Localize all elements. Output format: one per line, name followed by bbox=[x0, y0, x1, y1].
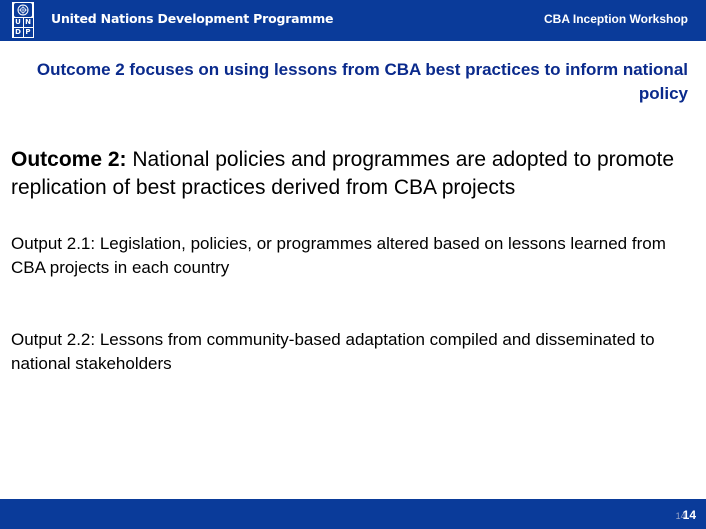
outcome-statement bbox=[11, 146, 696, 202]
output-2-2: Output 2.2: Lessons from community-based adaptation compiled and disseminated to national stakeholders bbox=[11, 330, 655, 373]
undp-logo-icon bbox=[12, 2, 34, 38]
slide-title: Outcome 2 focuses on using lessons from CBA best practices to inform national policy bbox=[36, 60, 688, 103]
page-number-ghost: 14 bbox=[675, 511, 686, 521]
un-emblem-icon bbox=[14, 3, 32, 17]
outcome-label: Outcome 2: bbox=[11, 148, 127, 171]
organization-name: United Nations Development Programme bbox=[51, 11, 334, 26]
footer-bar bbox=[0, 499, 706, 529]
logo-letter-d: D bbox=[15, 28, 21, 36]
logo-letter-n: N bbox=[25, 18, 31, 26]
workshop-name: CBA Inception Workshop bbox=[544, 12, 688, 26]
page-number-value: 14 bbox=[682, 508, 696, 522]
page-number bbox=[676, 508, 696, 522]
header-bar bbox=[0, 0, 706, 41]
outcome-text: National policies and programmes are adopted to promote replication of best practices derived from CBA projects bbox=[11, 148, 675, 199]
logo-letter-p: P bbox=[25, 28, 31, 36]
logo-letter-u: U bbox=[15, 18, 21, 26]
output-2-1: Output 2.1: Legislation, policies, or programmes altered based on lessons learned from CBA projects in each country bbox=[11, 234, 666, 277]
